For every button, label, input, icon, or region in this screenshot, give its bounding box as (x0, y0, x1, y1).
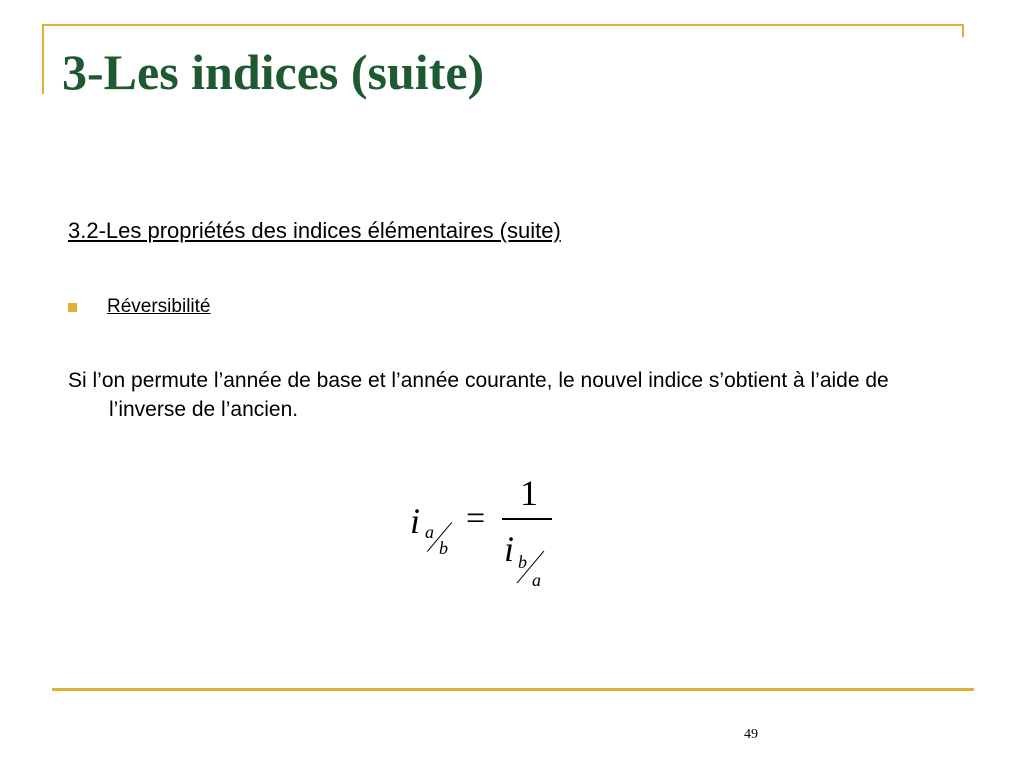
square-bullet-icon (68, 303, 77, 312)
bullet-text: Réversibilité (107, 296, 211, 317)
reversibility-formula (400, 470, 570, 600)
fraction-bar (502, 518, 552, 520)
lhs-subscript-bottom: b (439, 538, 448, 558)
slide-title: 3-Les indices (suite) (62, 44, 485, 100)
frame-right-border (962, 24, 964, 37)
den-subscript-bottom: a (532, 570, 541, 590)
lhs-subscript-top: a (425, 522, 434, 542)
equals-sign: = (466, 500, 486, 537)
body-paragraph: Si l’on permute l’année de base et l’année courante, le nouvel indice s’obtient à l’aide de l’inverse de l’ancien. (68, 369, 889, 421)
numerator: 1 (520, 473, 538, 513)
den-subscript-top: b (518, 552, 527, 572)
section-heading: 3.2-Les propriétés des indices élémentaires (suite) (68, 218, 561, 243)
frame-top-border (42, 24, 964, 26)
bullet-item (68, 292, 210, 322)
denominator-variable: i (504, 529, 515, 569)
footer-divider (52, 688, 974, 691)
lhs-variable: i (410, 501, 421, 541)
page-number: 49 (744, 727, 758, 742)
frame-left-border (42, 24, 44, 94)
